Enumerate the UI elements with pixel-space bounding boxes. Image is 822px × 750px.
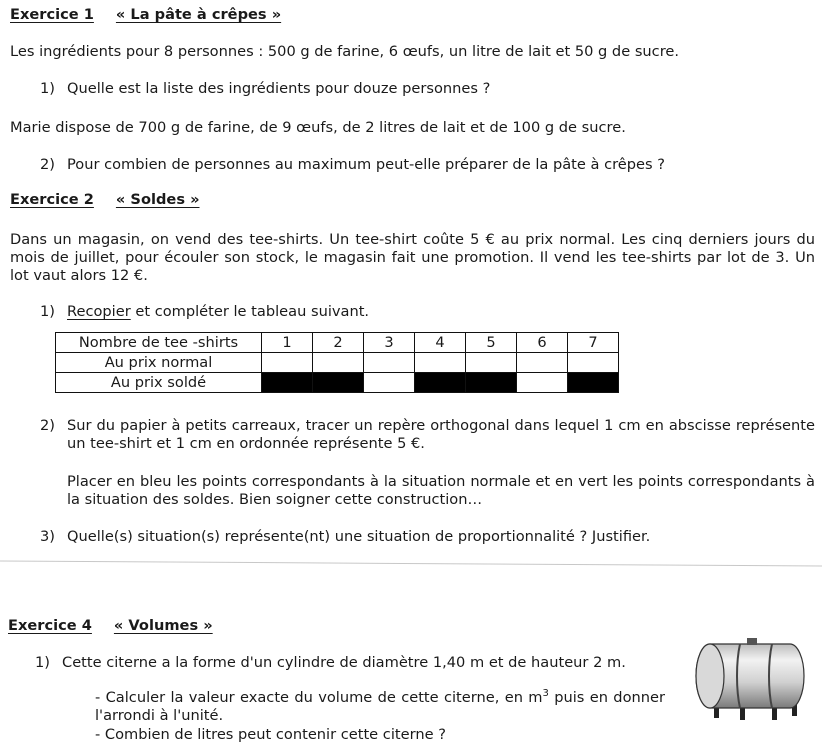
tee-shirt-table <box>55 332 619 393</box>
table-cell <box>313 373 364 393</box>
bullet-text-a: - Calculer la valeur exacte du volume de cette citerne, en m <box>95 689 543 706</box>
question-text: Sur du papier à petits carreaux, tracer un repère orthogonal dans lequel 1 cm en abscisse représente un tee-shirt et 1 cm en ordonnée représente 5 €. <box>67 417 815 452</box>
table-cell <box>466 373 517 393</box>
cubic-superscript: 3 <box>542 688 549 700</box>
table-cell <box>364 373 415 393</box>
page-separator <box>0 560 822 566</box>
table-cell <box>262 373 313 393</box>
exercise-2-question-3 <box>40 528 650 546</box>
exercise-2-intro: Dans un magasin, on vend des tee-shirts. Un tee-shirt coûte 5 € au prix normal. Les cinq derniers jours du mois de juillet, pour écouler son stock, le magasin fait une promotion. Il vend les tee-shirts par lot de 3. Un lot vaut alors 12 €. <box>10 231 815 284</box>
table-row-label: Au prix normal <box>56 353 262 373</box>
table-cell <box>568 373 619 393</box>
table-col-1: 1 <box>262 333 313 353</box>
bullet-text-b: puis en donner l'arrondi à l'unité. <box>95 689 665 724</box>
exercise-1-heading <box>10 6 281 23</box>
question-number: 2) <box>40 417 55 434</box>
table-cell <box>517 353 568 373</box>
table-col-5: 5 <box>466 333 517 353</box>
exercise-4-number: Exercice 4 <box>8 617 92 634</box>
question-text: et compléter le tableau suivant. <box>130 303 370 320</box>
exercise-1-marie: Marie dispose de 700 g de farine, de 9 œufs, de 2 litres de lait et de 100 g de sucre. <box>10 119 626 136</box>
question-text: Pour combien de personnes au maximum peut-elle préparer de la pâte à crêpes ? <box>67 156 665 173</box>
exercise-4-bullet-2: - Combien de litres peut contenir cette citerne ? <box>95 726 446 743</box>
question-number: 1) <box>35 654 50 671</box>
exercise-2-heading <box>10 191 200 208</box>
table-row-solde <box>56 373 619 393</box>
question-number: 2) <box>40 156 55 173</box>
exercise-4-title: « Volumes » <box>113 617 213 634</box>
exercise-1-intro: Les ingrédients pour 8 personnes : 500 g de farine, 6 œufs, un litre de lait et 50 g de sucre. <box>10 43 679 60</box>
exercise-2-number: Exercice 2 <box>10 191 94 208</box>
table-cell <box>466 353 517 373</box>
table-cell <box>415 373 466 393</box>
table-row-normal <box>56 353 619 373</box>
exercise-2-title: « Soldes » <box>115 191 200 208</box>
exercise-2-question-2 <box>40 417 815 453</box>
exercise-1-title: « La pâte à crêpes » <box>115 6 282 23</box>
table-col-3: 3 <box>364 333 415 353</box>
table-cell <box>364 353 415 373</box>
exercise-4-heading <box>8 617 213 634</box>
exercise-2-question-1 <box>40 303 369 321</box>
exercise-2-question-2-instructions: Placer en bleu les points correspondants à la situation normale et en vert les points correspondants à la situation des soldes. Bien soigner cette construction… <box>67 473 815 508</box>
cistern-tank-image <box>692 632 807 722</box>
table-col-4: 4 <box>415 333 466 353</box>
table-cell <box>517 373 568 393</box>
table-cell <box>262 353 313 373</box>
question-number: 3) <box>40 528 55 545</box>
question-number: 1) <box>40 303 55 320</box>
exercise-4-bullet-1 <box>95 689 665 725</box>
table-cell <box>313 353 364 373</box>
table-cell <box>415 353 466 373</box>
table-row-label: Au prix soldé <box>56 373 262 393</box>
question-keyword: Recopier <box>67 303 131 320</box>
exercise-4-question-1 <box>35 654 626 672</box>
exercise-1-question-1 <box>40 80 490 98</box>
table-col-7: 7 <box>568 333 619 353</box>
table-col-6: 6 <box>517 333 568 353</box>
exercise-1-question-2 <box>40 156 665 174</box>
question-number: 1) <box>40 80 55 97</box>
table-col-2: 2 <box>313 333 364 353</box>
exercise-1-number: Exercice 1 <box>10 6 94 23</box>
table-cell <box>568 353 619 373</box>
question-text: Quelle(s) situation(s) représente(nt) une situation de proportionnalité ? Justifier. <box>67 528 651 545</box>
question-text: Quelle est la liste des ingrédients pour douze personnes ? <box>67 80 491 97</box>
table-row-header <box>56 333 619 353</box>
table-header-label: Nombre de tee -shirts <box>56 333 262 353</box>
question-text: Cette citerne a la forme d'un cylindre de diamètre 1,40 m et de hauteur 2 m. <box>62 654 626 671</box>
